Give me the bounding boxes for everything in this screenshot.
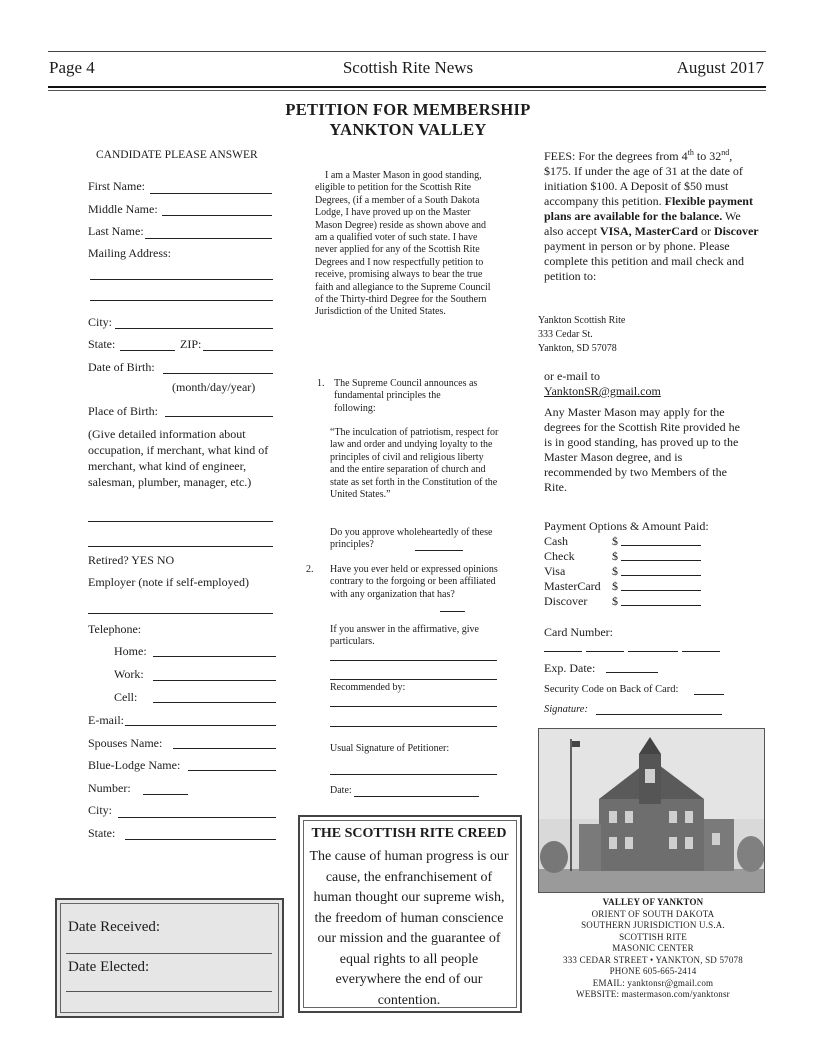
first-name-label: First Name: <box>88 179 145 193</box>
date-received-field[interactable] <box>66 953 272 954</box>
item-1-text: The Supreme Council announces as fundamental principles the following: <box>334 378 478 414</box>
address-line-2-field[interactable] <box>90 300 273 301</box>
email-link[interactable]: YanktonSR@gmail.com <box>544 384 661 398</box>
employer-field[interactable] <box>88 613 273 614</box>
payment-visa-field[interactable] <box>621 575 701 576</box>
item-1-number: 1. <box>317 378 325 389</box>
lodge-state-label: State: <box>88 826 116 840</box>
recommended-by-label: Recommended by: <box>330 682 406 693</box>
affirmative-note: If you answer in the affirmative, give particulars. <box>330 624 479 648</box>
first-name-field[interactable] <box>150 193 272 194</box>
lodge-number-label: Number: <box>88 781 131 795</box>
payment-discover-field[interactable] <box>621 605 701 606</box>
payment-mastercard-currency: $ <box>612 579 618 593</box>
item-2-answer-field[interactable] <box>440 611 465 612</box>
recommender-field-1[interactable] <box>330 706 497 707</box>
home-phone-field[interactable] <box>153 656 276 657</box>
candidate-heading: CANDIDATE PLEASE ANSWER <box>96 149 258 161</box>
spouse-field[interactable] <box>173 748 276 749</box>
header-bottom-rule-thin <box>48 90 766 91</box>
card-number-field-3[interactable] <box>628 651 678 652</box>
date-label: Date: <box>330 785 352 796</box>
card-number-label: Card Number: <box>544 625 613 639</box>
office-use-box <box>55 898 284 1018</box>
cell-phone-label: Cell: <box>114 690 138 704</box>
principles-quote: “The inculcation of patriotism, respect for law and order and undying loyalty to the principles of civil and religious liberty and the entire separation of church and state as set forth in the Constitution of the United States.” <box>330 427 499 501</box>
last-name-field[interactable] <box>145 238 272 239</box>
state-field[interactable] <box>120 350 175 351</box>
occupation-field-1[interactable] <box>88 521 273 522</box>
date-elected-label: Date Elected: <box>68 959 150 975</box>
payment-cash-label: Cash <box>544 534 568 548</box>
particulars-field-2[interactable] <box>330 679 497 680</box>
payment-discover-currency: $ <box>612 594 618 608</box>
blue-lodge-field[interactable] <box>188 770 276 771</box>
payment-check-currency: $ <box>612 549 618 563</box>
publication-name: Scottish Rite News <box>342 58 474 77</box>
payment-mastercard-label: MasterCard <box>544 579 601 593</box>
creed-title: THE SCOTTISH RITE CREED <box>311 826 507 841</box>
city-label: City: <box>88 315 113 329</box>
card-number-field-1[interactable] <box>544 651 582 652</box>
payment-cash-currency: $ <box>612 534 618 548</box>
pob-field[interactable] <box>165 416 273 417</box>
work-phone-label: Work: <box>114 667 144 681</box>
payment-discover-label: Discover <box>544 594 588 608</box>
particulars-field-1[interactable] <box>330 660 497 661</box>
eligibility-paragraph: Any Master Mason may apply for the degrees for the Scottish Rite provided he is in good standing, has proved up to the Master Mason degree, and is recommended by two Members of the Rite. <box>544 405 740 494</box>
payment-check-label: Check <box>544 549 575 563</box>
zip-field[interactable] <box>203 350 273 351</box>
work-phone-field[interactable] <box>153 680 276 681</box>
item-2-text: Have you ever held or expressed opinions contrary to the forgoing or been affiliated with any organization that has? <box>330 564 498 600</box>
petition-subtitle: YANKTON VALLEY <box>329 120 487 139</box>
petitioner-signature-field[interactable] <box>330 774 497 775</box>
occupation-field-2[interactable] <box>88 546 273 547</box>
page-number: Page 4 <box>49 58 95 77</box>
security-code-field[interactable] <box>694 694 724 695</box>
valley-info: VALLEY OF YANKTON ORIENT OF SOUTH DAKOTA SOUTHERN JURISDICTION U.S.A. SCOTTISH RITE MASONIC CENTER 333 CEDAR STREET • YANKTON, SD 57078 PHONE 605-665-2414 EMAIL: yanktonsr@gmail.com WEBSITE: mastermason.com/yanktonsr <box>563 897 743 999</box>
last-name-label: Last Name: <box>88 224 144 238</box>
dob-label: Date of Birth: <box>88 360 155 374</box>
card-signature-label: Signature: <box>544 704 588 715</box>
approve-answer-field[interactable] <box>415 550 463 551</box>
home-phone-label: Home: <box>114 644 147 658</box>
payment-cash-field[interactable] <box>621 545 701 546</box>
mailing-address-label: Mailing Address: <box>88 246 171 260</box>
approve-question: Do you approve wholeheartedly of these principles? <box>330 527 493 551</box>
issue-date: August 2017 <box>676 58 764 77</box>
lodge-city-field[interactable] <box>118 817 276 818</box>
date-received-label: Date Received: <box>68 919 161 935</box>
dob-format-hint: (month/day/year) <box>172 380 256 394</box>
address-line-1-field[interactable] <box>90 279 273 280</box>
card-signature-field[interactable] <box>596 714 722 715</box>
creed-text: The cause of human progress is our cause, the enfranchisement of human thought our supreme wish, the freedom of human conscience our mission and the guarantee of equal rights to all people everywhere the end of our contention. <box>309 849 509 1008</box>
security-code-label: Security Code on Back of Card: <box>544 684 679 695</box>
occupation-note: (Give detailed information about occupation, if merchant, what kind of merchant, what kind of engineer, salesman, plumber, manager, etc.) <box>88 427 269 489</box>
payment-heading: Payment Options & Amount Paid: <box>544 519 709 533</box>
petition-date-field[interactable] <box>354 796 479 797</box>
payment-visa-label: Visa <box>544 564 566 578</box>
state-label: State: <box>88 337 116 351</box>
middle-name-label: Middle Name: <box>88 202 158 216</box>
retired-question: Retired? YES NO <box>88 553 175 567</box>
blue-lodge-label: Blue-Lodge Name: <box>88 758 181 772</box>
card-number-field-2[interactable] <box>586 651 624 652</box>
lodge-number-field[interactable] <box>143 794 188 795</box>
petition-title: PETITION FOR MEMBERSHIP <box>285 100 531 119</box>
payment-mastercard-field[interactable] <box>621 590 701 591</box>
recommender-field-2[interactable] <box>330 726 497 727</box>
middle-name-field[interactable] <box>162 215 272 216</box>
spouse-label: Spouses Name: <box>88 736 163 750</box>
petition-statement: I am a Master Mason in good standing, eligible to petition for the Scottish Rite Degrees, (if a member of a South Dakota Lodge, I have proved up on the Master Mason Degree) reside as shown above and am a qualified voter of such state. I have never applied for any of the Scottish Rite Degrees and I now respectfully petition to receive, promising always to bear the true faith and allegiance to the Supreme Council of the Thirty-third Degree for the Southern Jurisdiction of the United States. <box>315 170 491 318</box>
mailing-address-block: Yankton Scottish Rite 333 Cedar St. Yankton, SD 57078 <box>538 315 626 354</box>
fees-paragraph: FEES: For the degrees from 4th to 32nd, $175. If under the age of 31 at the date of initiation $100. A Deposit of $50 must accompany this petition. Flexible payment plans are available for the balance. We also accept VISA, MasterCard or Discover payment in person or by phone. Please complete this petition and mail check and petition to: <box>544 148 759 283</box>
item-2-number: 2. <box>306 564 314 575</box>
email-label: E-mail: <box>88 713 124 727</box>
zip-label: ZIP: <box>180 337 202 351</box>
lodge-state-field[interactable] <box>125 839 276 840</box>
building-illustration <box>539 729 764 892</box>
city-field[interactable] <box>115 328 273 329</box>
telephone-label: Telephone: <box>88 622 142 636</box>
payment-check-field[interactable] <box>621 560 701 561</box>
lodge-city-label: City: <box>88 803 113 817</box>
payment-visa-currency: $ <box>612 564 618 578</box>
email-instruction: or e-mail to <box>544 369 600 383</box>
signature-label: Usual Signature of Petitioner: <box>330 743 450 754</box>
cell-phone-field[interactable] <box>153 702 276 703</box>
exp-date-field[interactable] <box>606 672 658 673</box>
exp-date-label: Exp. Date: <box>544 661 596 675</box>
date-elected-field[interactable] <box>66 991 272 992</box>
email-field[interactable] <box>125 725 276 726</box>
employer-label: Employer (note if self-employed) <box>88 575 249 589</box>
pob-label: Place of Birth: <box>88 404 158 418</box>
header-top-rule <box>48 51 766 52</box>
card-number-field-4[interactable] <box>682 651 720 652</box>
header-bottom-rule <box>48 86 766 88</box>
masonic-center-photo <box>538 728 765 893</box>
dob-field[interactable] <box>163 373 273 374</box>
